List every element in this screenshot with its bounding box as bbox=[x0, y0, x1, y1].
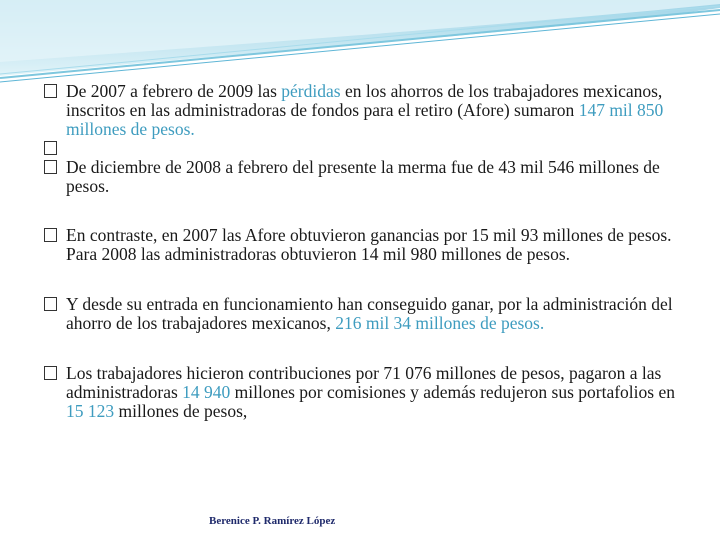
bullet-text: De 2007 a febrero de 2009 las bbox=[66, 81, 282, 101]
header-wave-decoration bbox=[0, 0, 720, 90]
bullet-contrast bbox=[44, 226, 694, 264]
checkbox-bullet-icon bbox=[44, 297, 57, 311]
bullet-text: En contraste, en 2007 las Afore obtuvieron ganancias por 15 mil 93 millones de pesos. Para 2008 las administradoras obtuvieron 14 mil 980 millones de pesos. bbox=[66, 225, 672, 264]
highlighted-text: 147 mil 850 millones de pesos. bbox=[66, 100, 664, 139]
slide-body bbox=[44, 82, 694, 421]
checkbox-bullet-icon bbox=[44, 84, 57, 98]
bullet-earnings bbox=[44, 295, 694, 333]
bullet-text: en los ahorros de los trabajadores mexicanos, inscritos en las administradoras de fondos para el retiro (Afore) sumaron bbox=[66, 81, 663, 120]
highlighted-text: 14 940 bbox=[182, 382, 231, 402]
highlighted-text: pérdidas bbox=[281, 81, 341, 101]
bullet-text: Y desde su entrada en funcionamiento han conseguido ganar, por la administración del ahorro de los trabajadores mexicanos, bbox=[66, 294, 673, 333]
bullet-losses bbox=[44, 82, 694, 139]
author-signature: Berenice P. Ramírez López bbox=[209, 515, 336, 527]
bullet-text: Los trabajadores hicieron contribuciones por 71 076 millones de pesos, pagaron a las administradoras bbox=[66, 363, 662, 402]
bullet-empty bbox=[44, 139, 694, 158]
bullet-text: millones de pesos, bbox=[114, 401, 248, 421]
highlighted-text: 15 123 bbox=[66, 401, 115, 421]
checkbox-bullet-icon bbox=[44, 141, 57, 155]
bullet-text: De diciembre de 2008 a febrero del presente la merma fue de 43 mil 546 millones de pesos. bbox=[66, 157, 660, 196]
bullet-decline bbox=[44, 158, 694, 196]
checkbox-bullet-icon bbox=[44, 366, 57, 380]
bullet-text: millones por comisiones y además redujeron sus portafolios en bbox=[230, 382, 675, 402]
bullet-contributions bbox=[44, 364, 694, 421]
checkbox-bullet-icon bbox=[44, 160, 57, 174]
highlighted-text: 216 mil 34 millones de pesos. bbox=[335, 313, 545, 333]
checkbox-bullet-icon bbox=[44, 228, 57, 242]
